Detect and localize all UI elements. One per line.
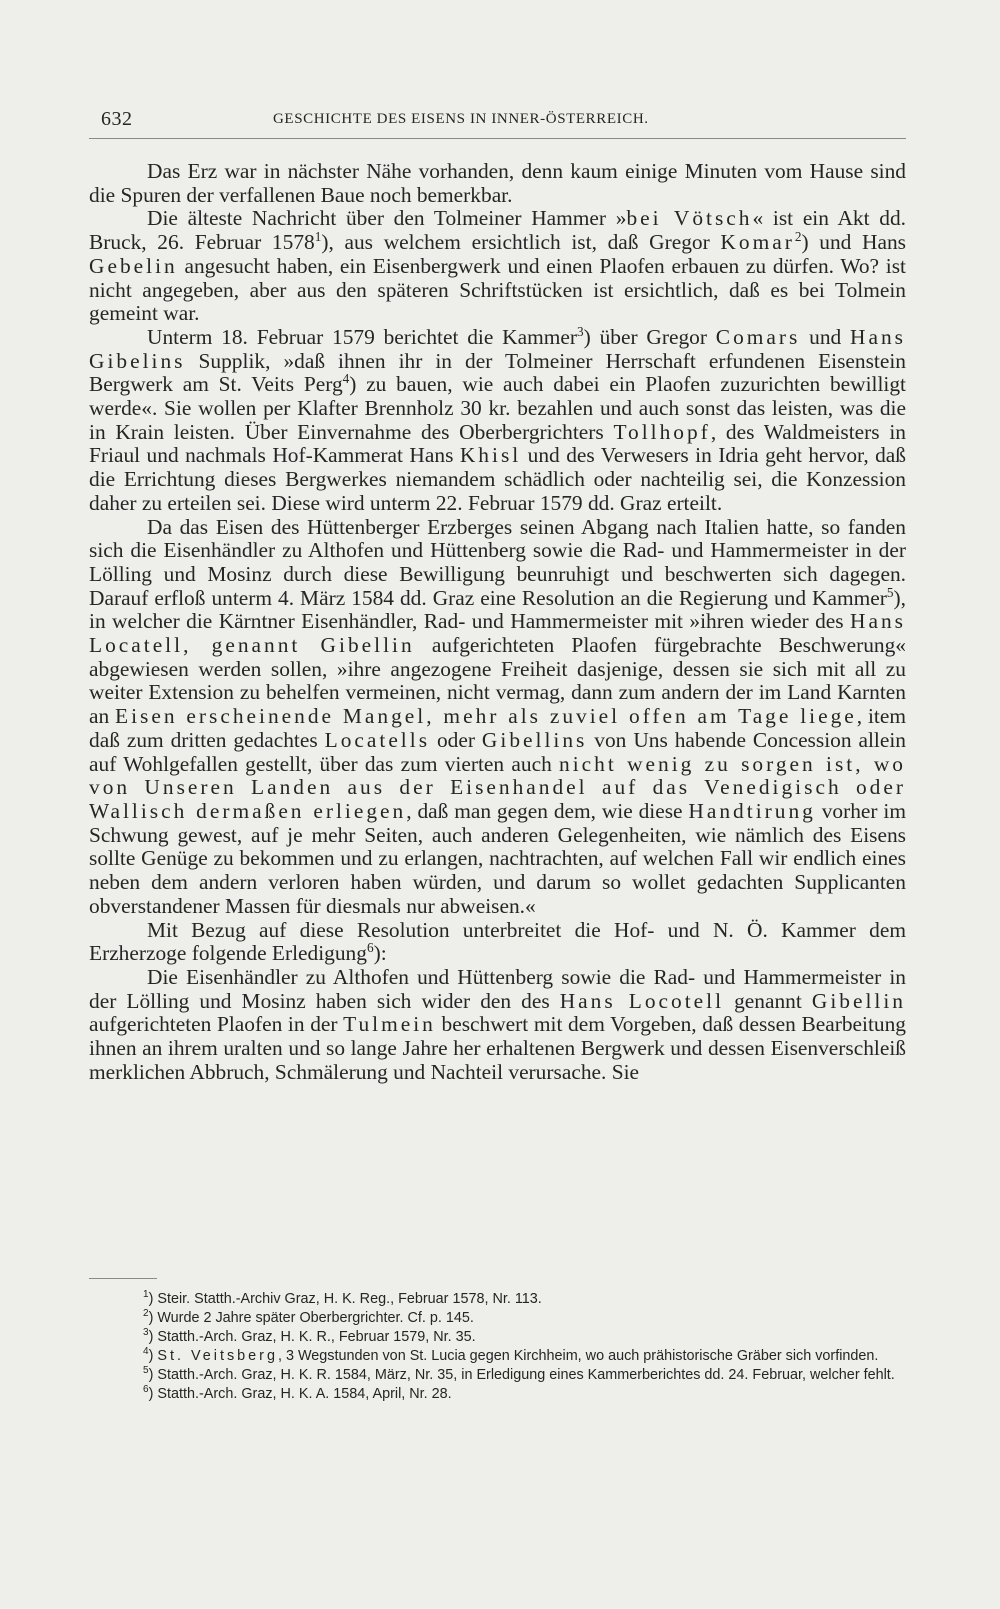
spaced-emphasis: Eisen erscheinende Mangel, mehr als zuviel offen am Tage liege xyxy=(115,704,857,729)
spaced-emphasis: Khisl xyxy=(459,443,522,468)
spaced-emphasis: nicht wenig zu sorgen ist, wo von Unseren Landen aus der Eisenhandel auf das Venedigisch oder Wallisch dermaßen erliegen xyxy=(89,751,906,823)
paragraph: Die Eisenhändler zu Althofen und Hüttenberg sowie die Rad- und Hammermeister in der Lölling und Mosinz haben sich wider den des Hans Locotell genannt Gibellin aufgerichteten Plaofen in der Tulmein beschwert mit dem Vorgeben, daß dessen Bearbeitung ihnen an ihrem uralten und so lange Jahre her erhaltenen Bergwerk und dessen Eisenverschleiß merklichen Abbruch, Schmälerung und Nachteil verursache. Sie xyxy=(89,964,906,1084)
paragraph: Die älteste Nachricht über den Tolmeiner Hammer »bei Vötsch« ist ein Akt dd. Bruck, 26. Februar 1578$^1$), aus welchem ersichtlich ist, daß Gregor Komar$^2$) und Hans Gebelin angesucht haben, ein Eisenbergwerk und einen Plaofen erbauen zu dürfen. Wo? ist nicht angegeben, aber aus den späteren Schriftstücken ist ersichtlich, daß es bei Tolmein gemeint war. xyxy=(89,206,907,326)
footnote-ref: 4 xyxy=(342,371,350,387)
footnote-ref: 2 xyxy=(794,228,802,244)
spaced-emphasis: Handtirung xyxy=(688,798,816,823)
footnote: $^2$) Wurde 2 Jahre später Oberbergrichter. Cf. p. 145. xyxy=(143,1308,474,1326)
spaced-emphasis: Gibellins xyxy=(481,727,588,752)
spaced-emphasis: Comars xyxy=(715,324,801,349)
footnote: $^6$) Statth.-Arch. Graz, H. K. A. 1584, April, Nr. 28. xyxy=(143,1384,452,1402)
spaced-emphasis: Locatells xyxy=(324,727,431,752)
spaced-emphasis: Gebelin xyxy=(89,253,178,278)
running-head: GESCHICHTE DES EISENS IN INNER-ÖSTERREICH. xyxy=(273,111,649,127)
page-header xyxy=(89,106,906,139)
footnote-ref: 1 xyxy=(314,228,322,244)
footnote: $^1$) Steir. Statth.-Archiv Graz, H. K. Reg., Februar 1578, Nr. 113. xyxy=(143,1289,542,1307)
spaced-emphasis: St. Veitsberg xyxy=(157,1348,278,1364)
footnote-mark: 2 xyxy=(143,1308,149,1320)
spaced-emphasis: Hans Locotell xyxy=(559,988,725,1013)
footnote: $^5$) Statth.-Arch. Graz, H. K. R. 1584, März, Nr. 35, in Erledigung eines Kammerberichtes dd. 24. Februar, welcher fehlt. xyxy=(143,1365,895,1383)
spaced-emphasis: Tulmein xyxy=(343,1012,436,1037)
paragraph: Unterm 18. Februar 1579 berichtet die Kammer$^3$) über Gregor Comars und Hans Gibelins Supplik, »daß ihnen ihr in der Tolmeiner Herrschaft erfundenen Eisenstein Bergwerk am St. Veits Perg$^4$) zu bauen, wie auch dabei ein Plaofen zuzurichten bewilligt werde«. Sie wollen per Klafter Brennholz 30 kr. bezahlen und auch sonst das leisten, was die in Krain leisten. Über Einvernahme des Oberbergrichters Tollhopf, des Waldmeisters in Friaul und nachmals Hof-Kammerat Hans Khisl und des Verwesers in Idria geht hervor, daß die Errichtung dieses Bergwerkes niemandem schädlich oder nachteilig sei, die Konzession daher zu erteilen sei. Diese wird unterm 22. Februar 1579 dd. Graz erteilt. xyxy=(89,323,907,515)
footnote-divider xyxy=(89,1278,157,1279)
footnote-ref: 6 xyxy=(366,940,374,956)
footnote-mark: 4 xyxy=(143,1346,149,1358)
spaced-emphasis: Hans Gibelins xyxy=(89,324,907,373)
footnote-mark: 6 xyxy=(143,1384,149,1396)
spaced-emphasis: Komar xyxy=(720,230,795,255)
footnote: $^3$) Statth.-Arch. Graz, H. K. R., Februar 1579, Nr. 35. xyxy=(143,1327,476,1345)
footnote: $^4$) St. Veitsberg, 3 Wegstunden von St. Lucia gegen Kirchheim, wo auch prähistorische Gräber sich vorfinden. xyxy=(143,1346,879,1364)
footnote-mark: 5 xyxy=(143,1365,149,1377)
footnotes xyxy=(89,1290,906,1404)
paragraph: Mit Bezug auf diese Resolution unterbreitet die Hof- und N. Ö. Kammer dem Erzherzoge folgende Erledigung$^6$): xyxy=(89,917,906,966)
paragraph: Da das Eisen des Hüttenberger Erzberges seinen Abgang nach Italien hatte, so fanden sich die Eisenhändler zu Althofen und Hüttenberg sowie die Rad- und Hammermeister in der Lölling und Mosinz durch diese Bewilligung beunruhigt und beschwerten sich dagegen. Darauf erfloß unterm 4. März 1584 dd. Graz eine Resolution an die Regierung und Kammer$^5$), in welcher die Kärntner Eisenhändler, Rad- und Hammermeister mit »ihren wieder des Hans Locatell, genannt Gibellin aufgerichteten Plaofen fürgebrachte Beschwerung« abgewiesen werden sollen, »ihre angezogene Freiheit dasjenige, dessen sie sich mit all zu weiter Extension zu behelfen vermeinen, nicht vermag, dann zum andern der im Land Karnten an Eisen erscheinende Mangel, mehr als zuviel offen am Tage liege, item daß zum dritten gedachtes Locatells oder Gibellins von Uns habende Concession allein auf Wohlgefallen gestellt, über das zum vierten auch nicht wenig zu sorgen ist, wo von Unseren Landen aus der Eisenhandel auf das Venedigisch oder Wallisch dermaßen erliegen, daß man gegen dem, wie diese Handtirung vorher im Schwung gewest, auf je mehr Seiten, auch anderen Gelegenheiten, wie nämlich des Eisens sollte Genüge zu bekommen und zu erlangen, nachtrachten, auf welchen Fall wir endlich eines neben dem andern verloren haben würden, und darum so wollet gedachten Supplicanten obverstandener Massen für diesmals nur abweisen.« xyxy=(89,514,907,918)
footnote-mark: 3 xyxy=(143,1327,149,1339)
paragraph: Das Erz war in nächster Nähe vorhanden, denn kaum einige Minuten vom Hause sind die Spuren der verfallenen Baue noch bemerkbar. xyxy=(89,159,906,207)
footnote-ref: 5 xyxy=(886,584,894,600)
footnote-ref: 3 xyxy=(577,323,584,339)
footnote-mark: 1 xyxy=(143,1289,149,1301)
spaced-emphasis: Tollhopf xyxy=(613,419,711,444)
spaced-emphasis: Gibellin xyxy=(811,988,906,1013)
spaced-emphasis: Hans Locatell, genannt Gibellin xyxy=(89,609,906,658)
main-text xyxy=(89,160,906,1084)
page-number: 632 xyxy=(101,108,133,130)
spaced-emphasis: bei Vötsch xyxy=(626,206,753,231)
